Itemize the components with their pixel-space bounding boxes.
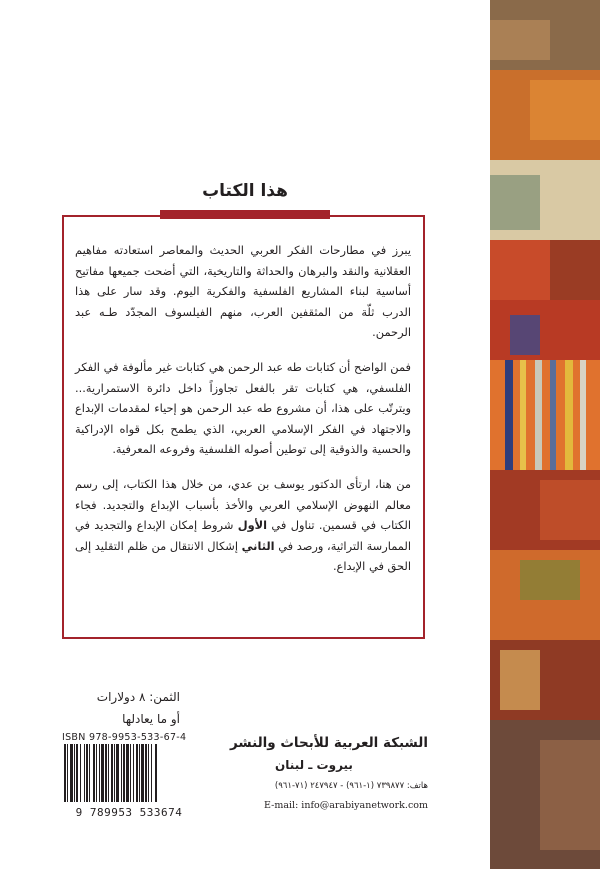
price-block	[60, 686, 180, 730]
blurb-paragraph-3	[75, 474, 411, 577]
blurb-paragraph-1: يبرز في مطارحات الفكر العربي الحديث والمعاصر استعادته مفاهيم العقلانية والنقد والبرهان والحداثة والتاريخية، التي أضحت جميعها مفاتيح أساسية لبناء المشاريع الفلسفية والفكرية اليوم. وقد سار على هذا الدرب ثلّة من المثقفين العرب، منهم الفيلسوف المجدّد طـه عبد الرحمن.	[75, 243, 411, 340]
p3-part3: إشكال الانتقال من ظلم التقليد إلى الحق في الإبداع.	[75, 538, 411, 574]
isbn-label: ISBN 978-9953-533-67-4	[62, 732, 187, 743]
publisher-phone: هاتف: ٧٣٩٨٧٧ (١-٩٦١) - ٢٤٧٩٤٧ (٧١-٩٦١)	[274, 781, 428, 791]
barcode-graphic	[62, 744, 192, 802]
abstract-painting-graphic	[490, 0, 600, 869]
publisher-email: E-mail: info@arabiyanetwork.com	[264, 800, 428, 811]
price-line: الثمن: ٨ دولارات	[96, 690, 180, 704]
publisher-city: بيروت ـ لبنان	[275, 758, 353, 772]
cover-artwork	[490, 0, 600, 869]
blurb-paragraph-2: فمن الواضح أن كتابات طه عبد الرحمن هي كتابات غير مألوفة في الفكر الفلسفي، هي كتابات تقر بالفعل تجاوزاً داخل دائرة الاستمرارية... ويترتّب على هذا، أن مشروع طه عبد الرحمن هو إحياء لمقدمات الإبداع والاجتهاد في الفكر الإسلامي العربي، الذي يطمح بكل قواه الإدراكية والحسية والذوقية إلى توطين أصوله الفلسفية وفروعه المعرفية.	[75, 359, 411, 457]
p3-part1: من هنا، ارتأى الدكتور يوسف بن عدي، من خلال هذا الكتاب، إلى رسم معالم النهوض الإسلامي العربي والأخذ بأسباب الإبداع والتجديد. فجاء الكتاب في قسمين. تناول في	[75, 476, 411, 533]
price-equivalent: أو ما يعادلها	[122, 712, 180, 726]
section-heading: هذا الكتاب	[202, 181, 288, 201]
publisher-name: الشبكة العربية للأبحاث والنشر	[229, 735, 428, 751]
p3-bold-first: الأول	[237, 518, 268, 533]
barcode-digits: 9 789953 533674	[75, 806, 183, 819]
p3-bold-second: الثاني	[241, 538, 275, 553]
blurb-text	[75, 240, 411, 591]
p3-part2: شروط إمكان الإبداع والتجديد في الممارسة التراثية، ورصد في	[75, 518, 412, 553]
